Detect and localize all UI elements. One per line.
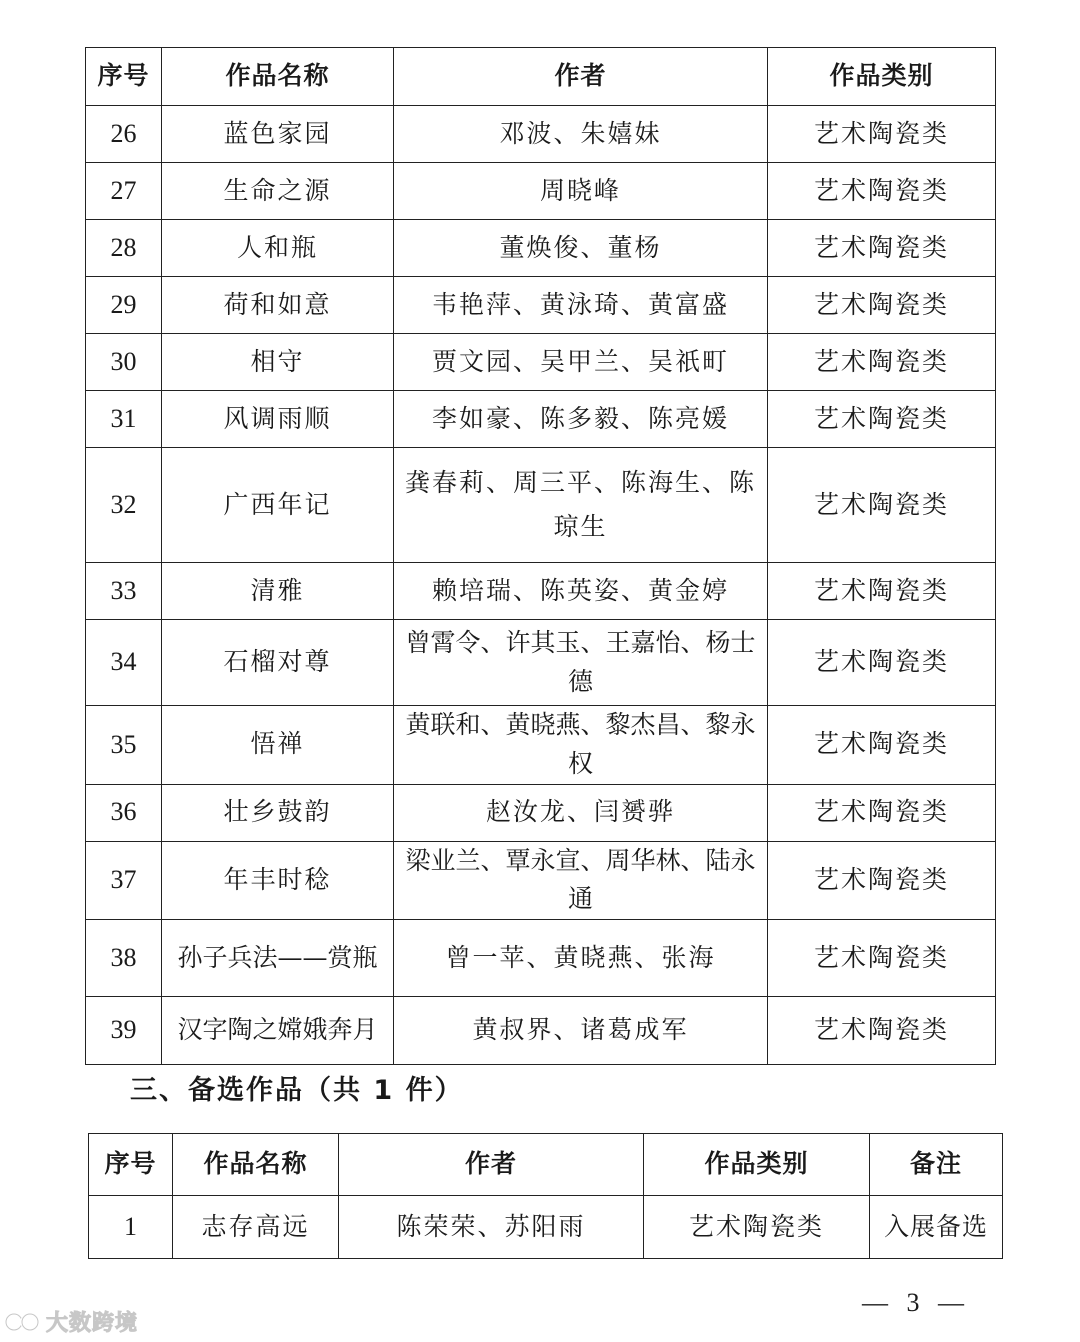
row-authors: 黄联和、黄晓燕、黎杰昌、黎永权 <box>394 706 768 785</box>
row-authors: 曾一苹、黄晓燕、张海 <box>394 920 768 997</box>
row-name: 汉字陶之嫦娥奔月 <box>162 997 394 1065</box>
table-row <box>86 277 996 334</box>
row-name: 生命之源 <box>162 163 394 220</box>
header-category: 作品类别 <box>768 48 996 106</box>
backup-works-table <box>88 1133 1003 1259</box>
row-name: 蓝色家园 <box>162 106 394 163</box>
row-authors: 陈荣荣、苏阳雨 <box>339 1196 644 1259</box>
row-category: 艺术陶瓷类 <box>768 334 996 391</box>
watermark-logo-icon <box>4 1310 42 1334</box>
table-row <box>86 391 996 448</box>
table-row <box>86 220 996 277</box>
row-name: 人和瓶 <box>162 220 394 277</box>
table-row <box>86 706 996 785</box>
row-authors: 贾文园、吴甲兰、吴祇町 <box>394 334 768 391</box>
row-no: 34 <box>86 620 162 706</box>
header-authors: 作者 <box>339 1134 644 1196</box>
header-note: 备注 <box>870 1134 1003 1196</box>
row-note: 入展备选 <box>870 1196 1003 1259</box>
row-no: 28 <box>86 220 162 277</box>
table-row <box>86 620 996 706</box>
table-row <box>86 334 996 391</box>
row-authors: 赵汝龙、闫赟骅 <box>394 784 768 841</box>
row-authors: 曾霄令、许其玉、王嘉怡、杨士德 <box>394 620 768 706</box>
row-no: 37 <box>86 841 162 920</box>
table-row <box>86 841 996 920</box>
row-no: 38 <box>86 920 162 997</box>
row-no: 27 <box>86 163 162 220</box>
row-category: 艺术陶瓷类 <box>768 220 996 277</box>
row-no: 36 <box>86 784 162 841</box>
row-authors: 梁业兰、覃永宣、周华林、陆永通 <box>394 841 768 920</box>
row-category: 艺术陶瓷类 <box>768 706 996 785</box>
row-name: 荷和如意 <box>162 277 394 334</box>
header-no: 序号 <box>89 1134 173 1196</box>
row-name: 石榴对尊 <box>162 620 394 706</box>
page-number: — 3 — <box>862 1288 970 1317</box>
award-works-table <box>85 47 996 1065</box>
row-category: 艺术陶瓷类 <box>644 1196 870 1259</box>
watermark <box>4 1306 138 1337</box>
section-heading-backup-works: 三、备选作品（共 1 件） <box>130 1075 464 1106</box>
row-no: 26 <box>86 106 162 163</box>
row-category: 艺术陶瓷类 <box>768 163 996 220</box>
row-category: 艺术陶瓷类 <box>768 448 996 563</box>
row-name: 年丰时稔 <box>162 841 394 920</box>
row-category: 艺术陶瓷类 <box>768 563 996 620</box>
table-row <box>86 448 996 563</box>
row-no: 32 <box>86 448 162 563</box>
row-name: 悟禅 <box>162 706 394 785</box>
row-category: 艺术陶瓷类 <box>768 106 996 163</box>
row-no: 1 <box>89 1196 173 1259</box>
row-no: 33 <box>86 563 162 620</box>
row-category: 艺术陶瓷类 <box>768 920 996 997</box>
header-category: 作品类别 <box>644 1134 870 1196</box>
header-authors: 作者 <box>394 48 768 106</box>
watermark-text: 大数跨境 <box>46 1311 139 1336</box>
table-row <box>86 106 996 163</box>
row-category: 艺术陶瓷类 <box>768 620 996 706</box>
row-name: 相守 <box>162 334 394 391</box>
row-authors: 韦艳萍、黄泳琦、黄富盛 <box>394 277 768 334</box>
row-name: 清雅 <box>162 563 394 620</box>
table-header-row <box>89 1134 1003 1196</box>
row-no: 35 <box>86 706 162 785</box>
row-no: 30 <box>86 334 162 391</box>
row-name: 志存高远 <box>173 1196 339 1259</box>
row-authors: 邓波、朱嬉妹 <box>394 106 768 163</box>
row-category: 艺术陶瓷类 <box>768 841 996 920</box>
row-name: 壮乡鼓韵 <box>162 784 394 841</box>
row-authors: 董焕俊、董杨 <box>394 220 768 277</box>
row-name: 广西年记 <box>162 448 394 563</box>
row-category: 艺术陶瓷类 <box>768 391 996 448</box>
row-category: 艺术陶瓷类 <box>768 997 996 1065</box>
row-authors: 赖培瑞、陈英姿、黄金婷 <box>394 563 768 620</box>
row-no: 29 <box>86 277 162 334</box>
row-no: 39 <box>86 997 162 1065</box>
row-name: 孙子兵法——赏瓶 <box>162 920 394 997</box>
row-authors: 李如豪、陈多毅、陈亮媛 <box>394 391 768 448</box>
header-no: 序号 <box>86 48 162 106</box>
table-header-row <box>86 48 996 106</box>
table-row <box>86 163 996 220</box>
row-authors: 黄叔界、诸葛成军 <box>394 997 768 1065</box>
header-name: 作品名称 <box>173 1134 339 1196</box>
row-authors: 周晓峰 <box>394 163 768 220</box>
table-row <box>89 1196 1003 1259</box>
table-row <box>86 997 996 1065</box>
header-name: 作品名称 <box>162 48 394 106</box>
row-category: 艺术陶瓷类 <box>768 277 996 334</box>
table-row <box>86 784 996 841</box>
row-name: 风调雨顺 <box>162 391 394 448</box>
row-authors: 龚春莉、周三平、陈海生、陈琼生 <box>394 448 768 563</box>
table-row <box>86 920 996 997</box>
table-row <box>86 563 996 620</box>
row-category: 艺术陶瓷类 <box>768 784 996 841</box>
row-no: 31 <box>86 391 162 448</box>
